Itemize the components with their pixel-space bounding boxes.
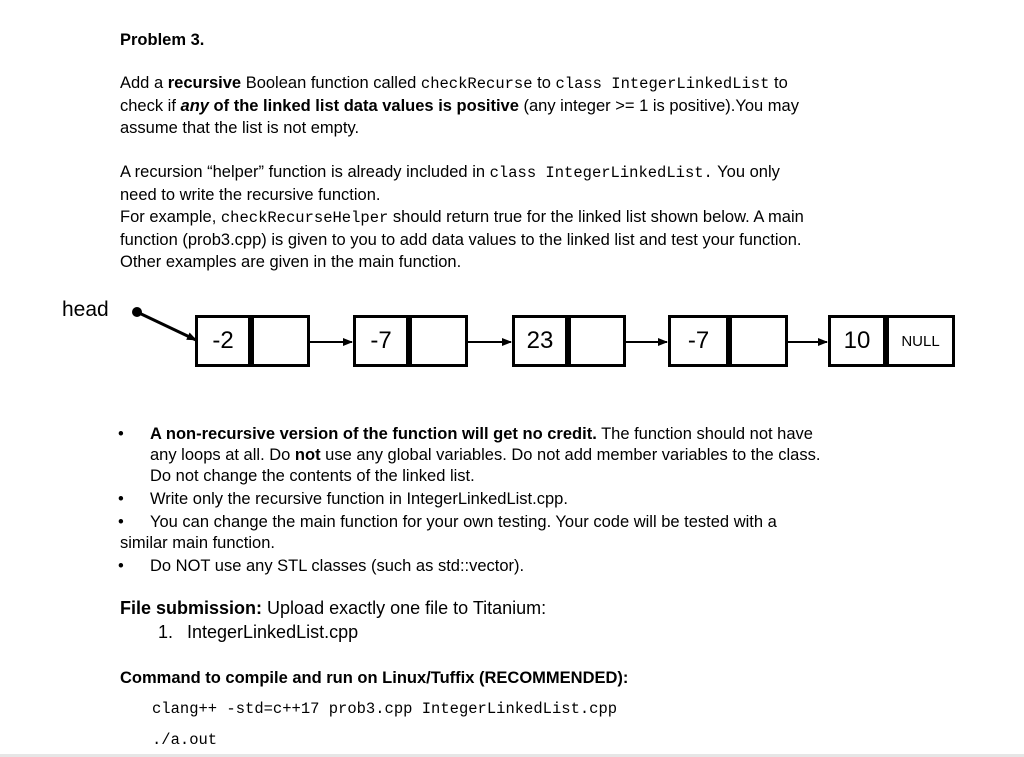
node-next-cell (409, 315, 468, 367)
class-name-code: class IntegerLinkedList (555, 75, 770, 93)
bullet-1-line-3: Do not change the contents of the linked list. (150, 467, 475, 485)
class-name-code: class IntegerLinkedList. (489, 164, 713, 182)
node-next-cell (729, 315, 788, 367)
text: Add a (120, 74, 168, 92)
head-arrow (137, 312, 196, 340)
text: to (532, 74, 556, 92)
node-value-cell: -7 (353, 315, 409, 367)
bullet-symbol: • (118, 425, 124, 443)
text: You only (712, 163, 780, 181)
text: The function should not have (596, 425, 813, 443)
helper-line-1 (120, 161, 920, 184)
text: (any integer >= 1 is positive).You may (518, 97, 799, 115)
node-value-cell: -2 (195, 315, 251, 367)
text: Upload exactly one file to Titanium: (262, 598, 547, 618)
node-value-cell: 23 (512, 315, 568, 367)
bullet-symbol: • (118, 490, 124, 508)
head-label: head (62, 298, 109, 321)
null-pointer-cell: NULL (886, 315, 955, 367)
text: should return true for the linked list shown below. A main (388, 208, 804, 226)
text: use any global variables. Do not add member variables to the class. (320, 446, 821, 464)
helper-line-3 (120, 206, 920, 229)
node-value-cell: 10 (828, 315, 886, 367)
helper-function-code: checkRecurseHelper (220, 209, 389, 227)
bullet-symbol: • (118, 557, 124, 575)
text: Boolean function called (241, 74, 421, 92)
compile-command: clang++ -std=c++17 prob3.cpp IntegerLinkedList.cpp (152, 700, 618, 718)
recursive-emphasis: recursive (167, 74, 242, 92)
intro-line-3: assume that the list is not empty. (120, 119, 360, 137)
bullet-3-line-2: similar main function. (120, 534, 275, 552)
bullet-4: Do NOT use any STL classes (such as std::vector). (150, 557, 525, 575)
node-next-cell (568, 315, 626, 367)
text: check if (120, 97, 181, 115)
command-heading: Command to compile and run on Linux/Tuffix (RECOMMENDED): (120, 669, 629, 687)
positive-emphasis: of the linked list data values is positive (208, 97, 519, 115)
not-emphasis: not (294, 446, 321, 464)
node-next-cell (251, 315, 310, 367)
submission-item-filename: IntegerLinkedList.cpp (187, 622, 359, 642)
function-name-code: checkRecurse (420, 75, 533, 93)
submission-item-number: 1. (158, 622, 174, 642)
any-emphasis: any (180, 97, 209, 115)
node-value-cell: -7 (668, 315, 729, 367)
bullet-3-line-1: You can change the main function for your own testing. Your code will be tested with a (150, 513, 777, 531)
problem-title: Problem 3. (120, 31, 205, 49)
file-submission-line (120, 597, 920, 619)
file-submission-label: File submission: (120, 598, 263, 618)
helper-line-2: need to write the recursive function. (120, 186, 381, 204)
bullet-2: Write only the recursive function in IntegerLinkedList.cpp. (150, 490, 568, 508)
bullet-1-line-1 (150, 423, 813, 445)
bullet-1-line-2 (150, 444, 820, 466)
bullet-symbol: • (118, 513, 124, 531)
intro-line-1 (120, 72, 920, 95)
no-credit-warning: A non-recursive version of the function will get no credit. (150, 425, 597, 443)
text: For example, (120, 208, 221, 226)
text: any loops at all. Do (150, 446, 295, 464)
text: A recursion “helper” function is already included in (120, 163, 490, 181)
helper-line-4: function (prob3.cpp) is given to you to add data values to the linked list and test your function. (120, 231, 802, 249)
helper-line-5: Other examples are given in the main function. (120, 253, 462, 271)
text: to (769, 74, 788, 92)
run-command: ./a.out (152, 731, 218, 749)
intro-line-2 (120, 95, 920, 117)
